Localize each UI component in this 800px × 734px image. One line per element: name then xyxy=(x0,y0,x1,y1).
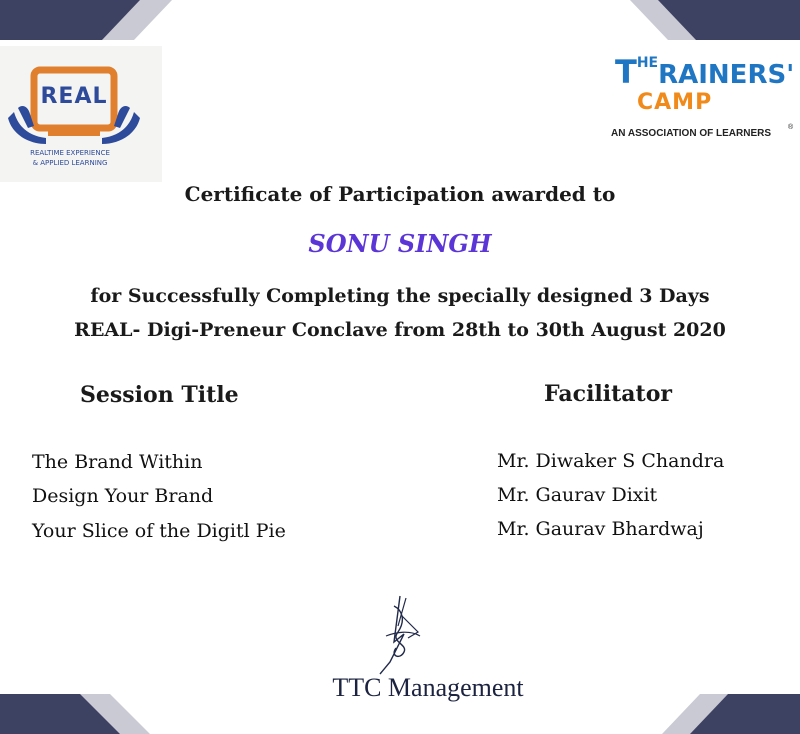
session-title-header: Session Title xyxy=(80,382,239,408)
recipient-name: SONU SINGH xyxy=(308,229,492,258)
description-line-1: for Successfully Completing the specially designed 3 Days xyxy=(90,285,710,307)
description-line-2: REAL- Digi-Preneur Conclave from 28th to 30th August 2020 xyxy=(74,319,726,341)
corner-decoration-top-right xyxy=(600,0,800,40)
awarded-to-text: Certificate of Participation awarded to xyxy=(184,182,616,206)
trainers-camp-logo-line1: THERAINERS' xyxy=(615,53,795,91)
real-logo-tagline-2: & APPLIED LEARNING xyxy=(32,159,108,167)
corner-decoration-top-left xyxy=(0,0,200,40)
real-logo-text: REAL xyxy=(40,84,108,109)
facilitator-name: Mr. Diwaker S Chandra xyxy=(497,450,725,472)
real-logo-tagline-1: REALTIME EXPERIENCE xyxy=(30,149,110,157)
session-title: Your Slice of the Digitl Pie xyxy=(32,520,286,542)
real-logo xyxy=(0,46,162,182)
handwritten-signature xyxy=(360,592,440,682)
trainers-camp-logo-tagline: AN ASSOCIATION OF LEARNERS xyxy=(611,128,772,139)
facilitator-name: Mr. Gaurav Dixit xyxy=(497,484,658,506)
trainers-camp-logo-line2: CAMP xyxy=(637,90,713,115)
trainers-camp-logo xyxy=(595,50,800,160)
session-title: The Brand Within xyxy=(32,451,203,473)
facilitator-name: Mr. Gaurav Bhardwaj xyxy=(497,518,704,540)
session-title: Design Your Brand xyxy=(32,485,214,507)
facilitator-header: Facilitator xyxy=(544,381,672,407)
signatory-name: TTC Management xyxy=(332,673,524,702)
trainers-camp-logo-registered-mark: ® xyxy=(788,124,794,131)
